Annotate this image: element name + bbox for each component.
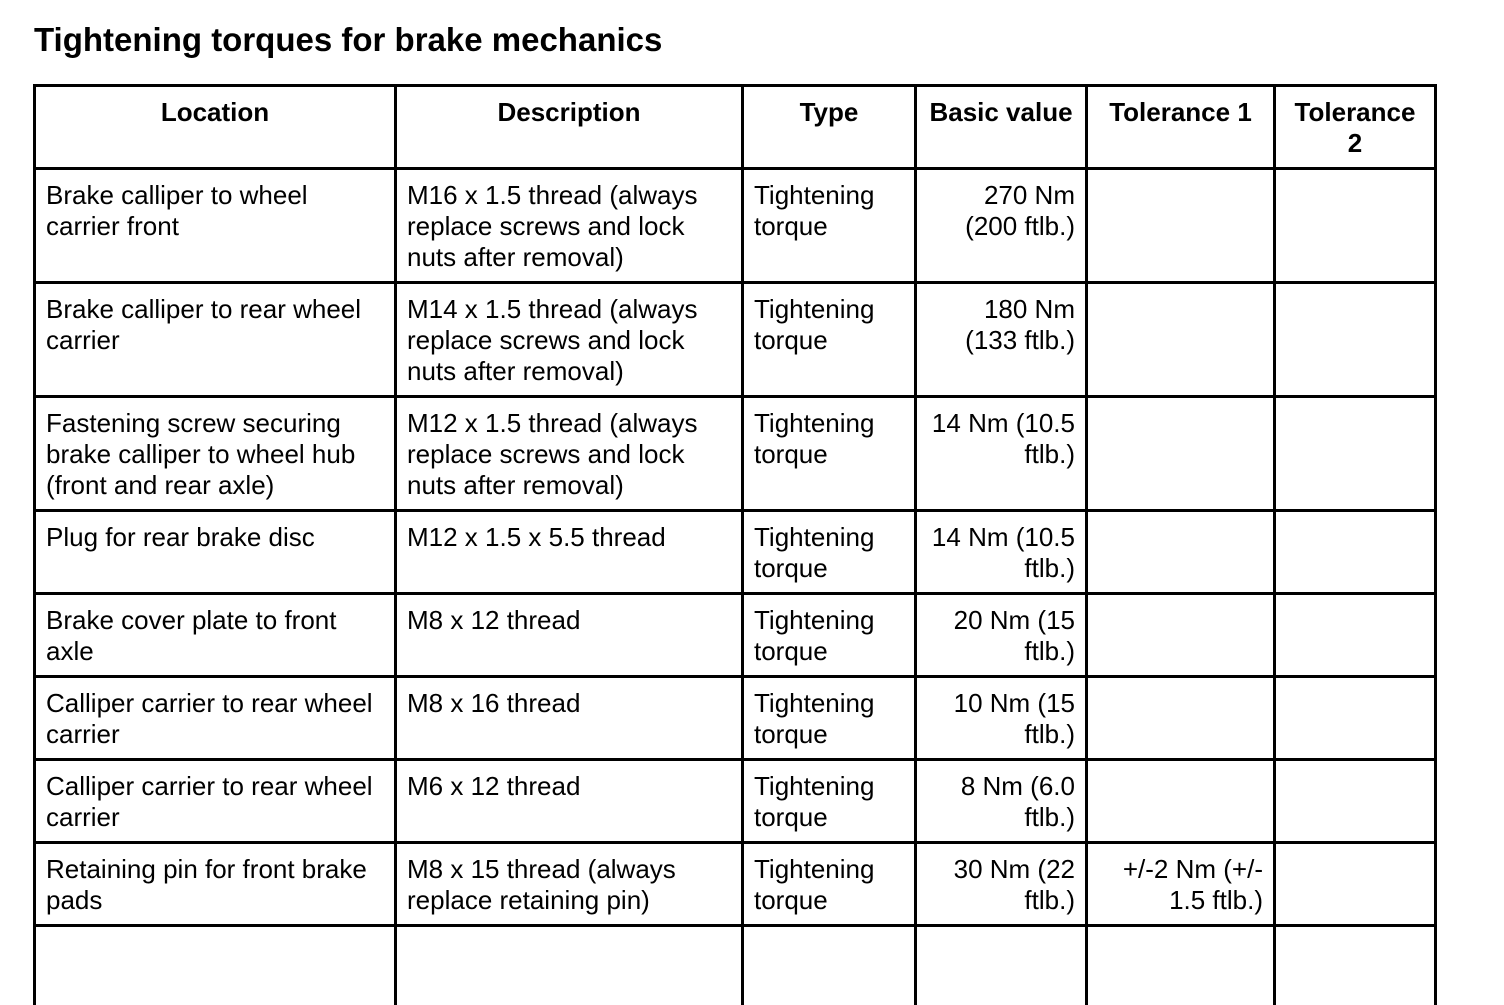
header-type: Type <box>743 86 916 169</box>
table-row <box>35 677 1436 760</box>
cell-description: M12 x 1.5 thread (always replace screws and lock nuts after removal) <box>396 397 743 511</box>
cell-description: M12 x 1.5 x 5.5 thread <box>396 511 743 594</box>
cell-type: Tightening torque <box>743 283 916 397</box>
cell-description: M8 x 16 thread <box>396 677 743 760</box>
header-location: Location <box>35 86 396 169</box>
cell-location: Brake calliper to rear wheel carrier <box>35 283 396 397</box>
cell-basic-value: 180 Nm (133 ftlb.) <box>916 283 1087 397</box>
table-header-row <box>35 86 1436 169</box>
cell-location: Retaining pin for front brake pads <box>35 843 396 926</box>
cell-tolerance-1 <box>1087 511 1275 594</box>
cell-basic-value: 14 Nm (10.5 ftlb.) <box>916 511 1087 594</box>
table-row <box>35 511 1436 594</box>
cell-type: Tightening torque <box>743 397 916 511</box>
cell-empty <box>35 926 396 1005</box>
cell-basic-value: 20 Nm (15 ftlb.) <box>916 594 1087 677</box>
cell-tolerance-1 <box>1087 397 1275 511</box>
cell-description: M6 x 12 thread <box>396 760 743 843</box>
cell-type: Tightening torque <box>743 169 916 283</box>
cell-tolerance-2 <box>1275 760 1436 843</box>
table-row <box>35 843 1436 926</box>
cell-tolerance-2 <box>1275 594 1436 677</box>
cell-type: Tightening torque <box>743 760 916 843</box>
cell-location: Calliper carrier to rear wheel carrier <box>35 760 396 843</box>
cell-basic-value: 30 Nm (22 ftlb.) <box>916 843 1087 926</box>
cell-empty <box>916 926 1087 1005</box>
cell-location: Fastening screw securing brake calliper to wheel hub (front and rear axle) <box>35 397 396 511</box>
cell-location: Brake cover plate to front axle <box>35 594 396 677</box>
table-row <box>35 760 1436 843</box>
cell-tolerance-1 <box>1087 283 1275 397</box>
cell-description: M8 x 15 thread (always replace retaining pin) <box>396 843 743 926</box>
cell-empty <box>1087 926 1275 1005</box>
table-row <box>35 169 1436 283</box>
cell-location: Brake calliper to wheel carrier front <box>35 169 396 283</box>
cell-tolerance-2 <box>1275 677 1436 760</box>
cell-tolerance-2 <box>1275 283 1436 397</box>
header-description: Description <box>396 86 743 169</box>
cell-location: Plug for rear brake disc <box>35 511 396 594</box>
cell-type: Tightening torque <box>743 843 916 926</box>
cell-tolerance-1 <box>1087 677 1275 760</box>
cell-tolerance-1 <box>1087 594 1275 677</box>
cell-basic-value: 14 Nm (10.5 ftlb.) <box>916 397 1087 511</box>
cell-tolerance-1: +/-2 Nm (+/- 1.5 ftlb.) <box>1087 843 1275 926</box>
cell-tolerance-2 <box>1275 397 1436 511</box>
cell-empty <box>743 926 916 1005</box>
table-row-empty <box>35 926 1436 1005</box>
table-row <box>35 594 1436 677</box>
cell-tolerance-1 <box>1087 169 1275 283</box>
cell-basic-value: 270 Nm (200 ftlb.) <box>916 169 1087 283</box>
table-row <box>35 283 1436 397</box>
cell-description: M14 x 1.5 thread (always replace screws and lock nuts after removal) <box>396 283 743 397</box>
cell-type: Tightening torque <box>743 594 916 677</box>
cell-basic-value: 10 Nm (15 ftlb.) <box>916 677 1087 760</box>
cell-tolerance-2 <box>1275 169 1436 283</box>
header-tolerance-2: Tolerance 2 <box>1275 86 1436 169</box>
torque-table <box>33 84 1437 1005</box>
header-tolerance-1: Tolerance 1 <box>1087 86 1275 169</box>
cell-description: M16 x 1.5 thread (always replace screws and lock nuts after removal) <box>396 169 743 283</box>
table-row <box>35 397 1436 511</box>
cell-tolerance-1 <box>1087 760 1275 843</box>
cell-tolerance-2 <box>1275 843 1436 926</box>
cell-tolerance-2 <box>1275 511 1436 594</box>
cell-type: Tightening torque <box>743 677 916 760</box>
cell-empty <box>396 926 743 1005</box>
cell-basic-value: 8 Nm (6.0 ftlb.) <box>916 760 1087 843</box>
cell-location: Calliper carrier to rear wheel carrier <box>35 677 396 760</box>
cell-description: M8 x 12 thread <box>396 594 743 677</box>
cell-empty <box>1275 926 1436 1005</box>
header-basic-value: Basic value <box>916 86 1087 169</box>
cell-type: Tightening torque <box>743 511 916 594</box>
page-title: Tightening torques for brake mechanics <box>34 18 662 62</box>
